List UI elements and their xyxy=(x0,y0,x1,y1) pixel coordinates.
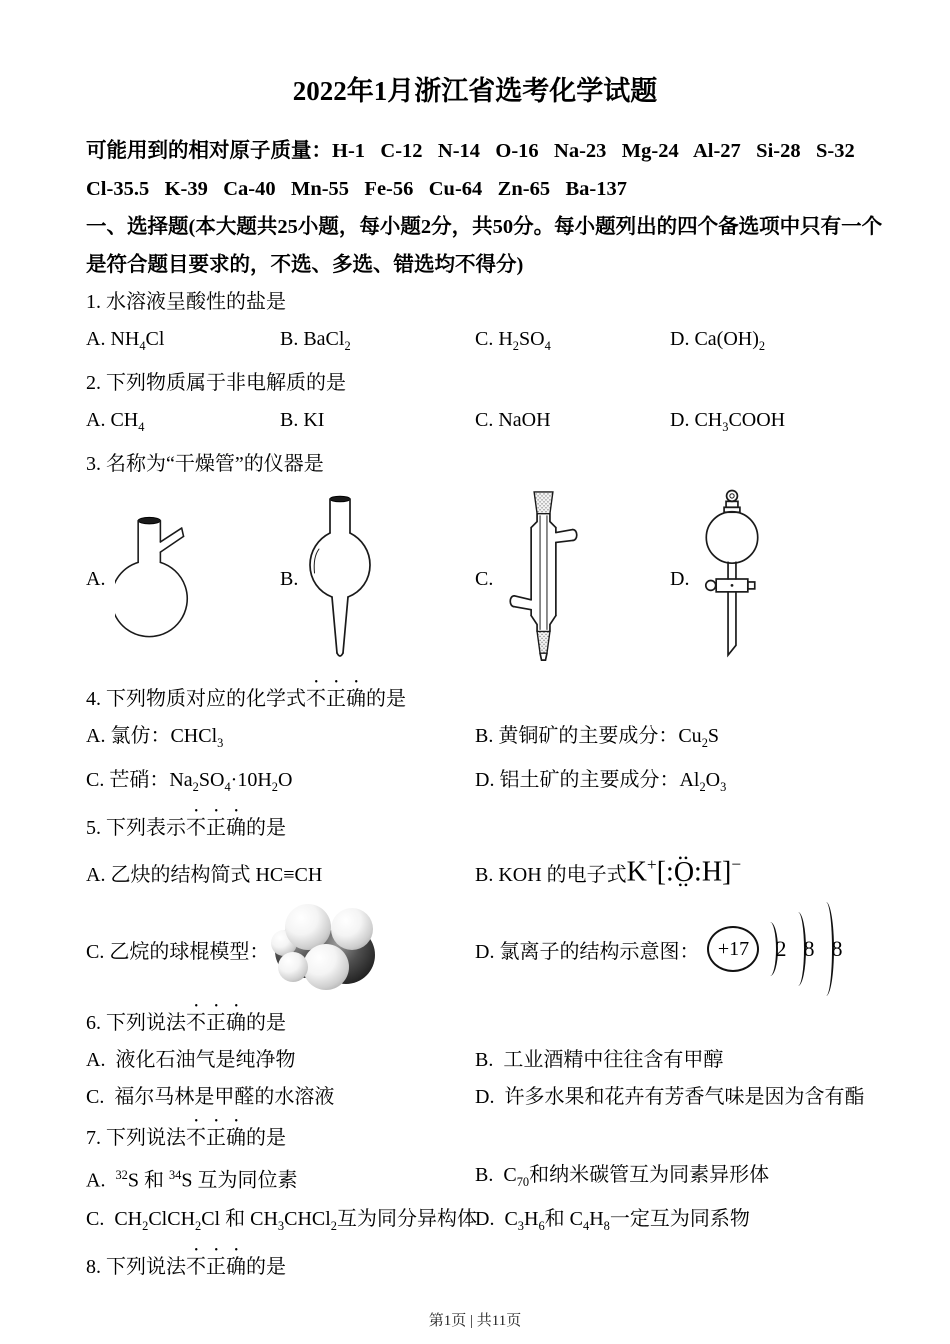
option-b: B. BaCl$_2$ xyxy=(280,328,351,353)
figure-d-label: D. xyxy=(670,567,690,590)
option-a: A. $NH_4Cl$ xyxy=(86,328,165,353)
option-b xyxy=(475,855,864,888)
section-title-line-2: 是符合题目要求的，不选、多选、错选均不得分) xyxy=(86,254,524,276)
option-d: D. $Ca(OH)_2$ xyxy=(670,328,766,353)
question-2-stem: 2. 下列物质属于非电解质的是 xyxy=(86,372,346,394)
option-b: B. 工业酒精中往往含有甲醇 xyxy=(475,1049,724,1071)
figure-c-label: C. xyxy=(475,567,494,590)
question-8 xyxy=(86,1245,864,1286)
separating-funnel-icon xyxy=(699,488,765,670)
distilling-flask-icon xyxy=(115,511,203,647)
question-5-stem: 5. 下列表示不正确的是 xyxy=(86,817,286,839)
question-7-options-row-1 xyxy=(86,1157,864,1201)
question-4-options-row-1 xyxy=(86,718,864,762)
atomic-mass-line-1: 可能用到的相对原子质量：H-1 C-12 N-14 O-16 Na-23 Mg-24 Al-27 Si-28 S-32 xyxy=(86,140,855,162)
question-6-stem: 6. 下列说法不正确的是 xyxy=(86,1012,286,1034)
page-title: 2022年1月浙江省选考化学试题 xyxy=(292,76,658,106)
option-c: C. $H_2SO_4$ xyxy=(475,328,551,353)
question-3-stem: 3. 名称为“干燥管”的仪器是 xyxy=(86,453,324,475)
koh-electron-formula: K+[:•• O ••:H]− xyxy=(627,855,742,888)
option-d: D. 许多水果和花卉有芳香气味是因为含有酯 xyxy=(475,1086,865,1108)
chloride-ion-structure-diagram xyxy=(707,902,843,996)
question-6-options-row-1 xyxy=(86,1042,864,1079)
figure-option-c xyxy=(475,485,670,673)
option-c: C. 芒硝：$Na_2SO_4\cdot 10H_2O$ xyxy=(86,769,293,794)
option-d-label: D. 氯离子的结构示意图： xyxy=(475,940,700,963)
option-b: B. 黄铜矿的主要成分：$Cu_2S$ xyxy=(475,725,720,750)
figure-b-label: B. xyxy=(280,567,299,590)
option-b-label: B. KOH 的电子式 xyxy=(475,863,627,886)
question-4-options-row-2 xyxy=(86,762,864,806)
question-7-stem: 7. 下列说法不正确的是 xyxy=(86,1127,286,1149)
question-3 xyxy=(86,446,864,673)
option-c xyxy=(86,906,475,992)
question-1 xyxy=(86,284,864,365)
question-8-stem: 8. 下列说法不正确的是 xyxy=(86,1256,286,1278)
atomic-mass-line-2: Cl-35.5 K-39 Ca-40 Mn-55 Fe-56 Cu-64 Zn-65 Ba-137 xyxy=(86,178,627,200)
option-a: A. 氯仿：CHCl$_3$ xyxy=(86,725,224,750)
option-b: B. $C_{70}$和纳米碳管互为同素异形体 xyxy=(475,1164,770,1189)
question-1-options xyxy=(86,321,864,365)
figure-option-a xyxy=(86,485,280,673)
option-d xyxy=(475,902,864,996)
ethane-space-filling-model xyxy=(273,906,381,992)
nucleus-charge: +17 xyxy=(707,926,759,972)
dropping-funnel-icon xyxy=(308,493,372,665)
question-2-options xyxy=(86,402,864,446)
shell-electron-count: 8 xyxy=(803,936,815,961)
figure-option-d xyxy=(670,485,864,673)
option-c: C. 福尔马林是甲醛的水溶液 xyxy=(86,1086,335,1108)
option-c-label: C. 乙烷的球棍模型： xyxy=(86,940,270,963)
option-a: A. $^{32}$S 和 $^{34}$S 互为同位素 xyxy=(86,1168,298,1192)
option-a: A. 液化石油气是纯净物 xyxy=(86,1049,296,1071)
question-6 xyxy=(86,1001,864,1116)
option-d: D. 铝土矿的主要成分：$Al_2O_3$ xyxy=(475,769,727,794)
question-5-options-row-2 xyxy=(86,897,864,1001)
question-4-stem: 4. 下列物质对应的化学式不正确的是 xyxy=(86,688,406,710)
question-3-figures xyxy=(86,485,864,673)
question-2 xyxy=(86,365,864,446)
question-4 xyxy=(86,677,864,806)
section-title-line-1: 一、选择题(本大题共25小题，每小题2分，共50分。每小题列出的四个备选项中只有一个 xyxy=(86,216,883,238)
option-b: B. KI xyxy=(280,409,325,431)
figure-option-b xyxy=(280,485,475,673)
question-7 xyxy=(86,1116,864,1245)
question-1-stem: 1. 水溶液呈酸性的盐是 xyxy=(86,291,286,313)
question-5 xyxy=(86,806,864,1001)
option-c: C. NaOH xyxy=(475,409,551,431)
option-d: D. $C_3H_6$和 $C_4H_8$一定互为同系物 xyxy=(475,1208,750,1233)
question-7-options-row-2 xyxy=(86,1201,864,1245)
option-c: C. $CH_2ClCH_2Cl$ 和 $CH_3CHCl_2$互为同分异构体 xyxy=(86,1208,477,1233)
shell-electron-count: 8 xyxy=(831,936,843,961)
question-6-options-row-2 xyxy=(86,1079,864,1116)
option-a: A. $CH_4$ xyxy=(86,409,145,434)
option-a: A. 乙炔的结构简式 HC≡CH xyxy=(86,863,323,886)
condenser-icon xyxy=(503,489,585,669)
question-5-options-row-1 xyxy=(86,847,864,897)
option-d: D. $CH_3COOH$ xyxy=(670,409,786,434)
shell-electron-count: 2 xyxy=(775,936,787,961)
figure-a-label: A. xyxy=(86,567,106,590)
page-footer: 第1页 | 共11页 xyxy=(428,1313,522,1329)
